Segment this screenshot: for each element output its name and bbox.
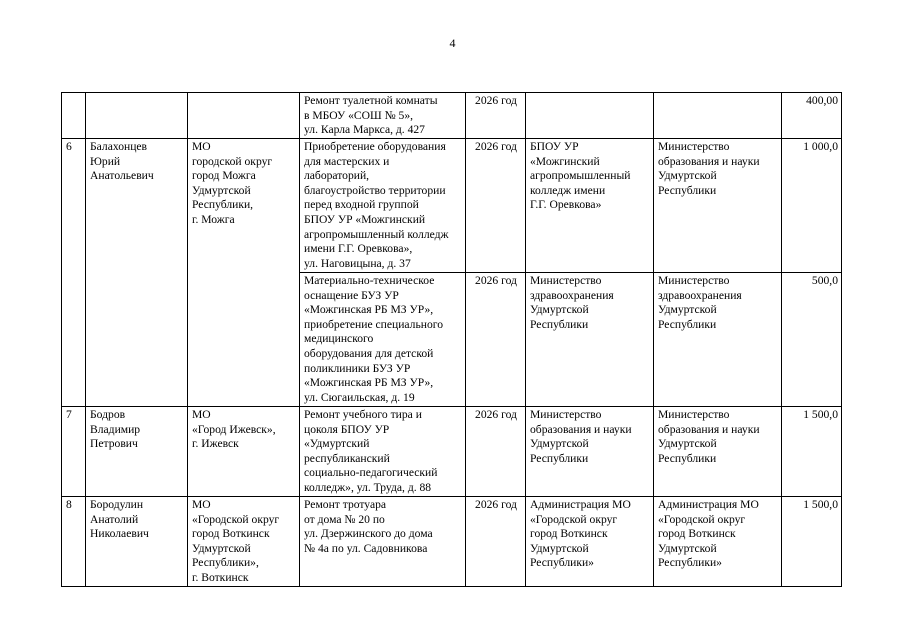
amount-cell: 1 500,0 (782, 407, 842, 497)
recipient-cell (526, 93, 654, 139)
year-cell: 2026 год (466, 273, 526, 407)
ministry-cell (654, 93, 782, 139)
municipality-cell: МО «Городской округ город Воткинск Удмуртской Республики», г. Воткинск (188, 497, 300, 587)
ministry-cell: Администрация МО «Городской округ город Воткинск Удмуртской Республики» (654, 497, 782, 587)
deputy-name-cell: Балахонцев Юрий Анатольевич (86, 139, 188, 407)
table-row (62, 497, 842, 587)
description-cell: Ремонт учебного тира и цоколя БПОУ УР «Удмуртский республиканский социально-педагогический колледж», ул. Труда, д. 88 (300, 407, 466, 497)
ministry-cell: Министерство образования и науки Удмуртской Республики (654, 139, 782, 273)
page-number: 4 (449, 36, 456, 50)
deputy-name-cell (86, 93, 188, 139)
amount-cell: 1 000,0 (782, 139, 842, 273)
deputy-name-cell: Бодров Владимир Петрович (86, 407, 188, 497)
year-cell: 2026 год (466, 93, 526, 139)
row-number-cell: 8 (62, 497, 86, 587)
amount-cell: 500,0 (782, 273, 842, 407)
table-row (62, 93, 842, 139)
description-cell: Приобретение оборудования для мастерских и лабораторий, благоустройство территории перед входной группой БПОУ УР «Можгинский агропромышленный колледж имени Г.Г. Оревкова», ул. Наговицына, д. 37 (300, 139, 466, 273)
municipality-cell: МО «Город Ижевск», г. Ижевск (188, 407, 300, 497)
amount-cell: 400,00 (782, 93, 842, 139)
recipient-cell: Министерство образования и науки Удмуртской Республики (526, 407, 654, 497)
description-cell: Ремонт туалетной комнаты в МБОУ «СОШ № 5», ул. Карла Маркса, д. 427 (300, 93, 466, 139)
municipality-cell: МО городской округ город Можга Удмуртской Республики, г. Можга (188, 139, 300, 407)
table-row (62, 139, 842, 273)
description-cell: Материально-техническое оснащение БУЗ УР «Можгинская РБ МЗ УР», приобретение специального медицинского оборудования для детской поликлиники БУЗ УР «Можгинская РБ МЗ УР», ул. Сюгаильская, д. 19 (300, 273, 466, 407)
row-number-cell (62, 93, 86, 139)
year-cell: 2026 год (466, 407, 526, 497)
year-cell: 2026 год (466, 139, 526, 273)
table-row (62, 407, 842, 497)
deputy-name-cell: Бородулин Анатолий Николаевич (86, 497, 188, 587)
appropriations-table (61, 92, 842, 587)
recipient-cell: Администрация МО «Городской округ город Воткинск Удмуртской Республики» (526, 497, 654, 587)
year-cell: 2026 год (466, 497, 526, 587)
description-cell: Ремонт тротуара от дома № 20 по ул. Дзержинского до дома № 4а по ул. Садовникова (300, 497, 466, 587)
recipient-cell: БПОУ УР «Можгинский агропромышленный колледж имени Г.Г. Оревкова» (526, 139, 654, 273)
amount-cell: 1 500,0 (782, 497, 842, 587)
row-number-cell: 7 (62, 407, 86, 497)
municipality-cell (188, 93, 300, 139)
recipient-cell: Министерство здравоохранения Удмуртской Республики (526, 273, 654, 407)
ministry-cell: Министерство образования и науки Удмуртской Республики (654, 407, 782, 497)
ministry-cell: Министерство здравоохранения Удмуртской Республики (654, 273, 782, 407)
row-number-cell: 6 (62, 139, 86, 407)
